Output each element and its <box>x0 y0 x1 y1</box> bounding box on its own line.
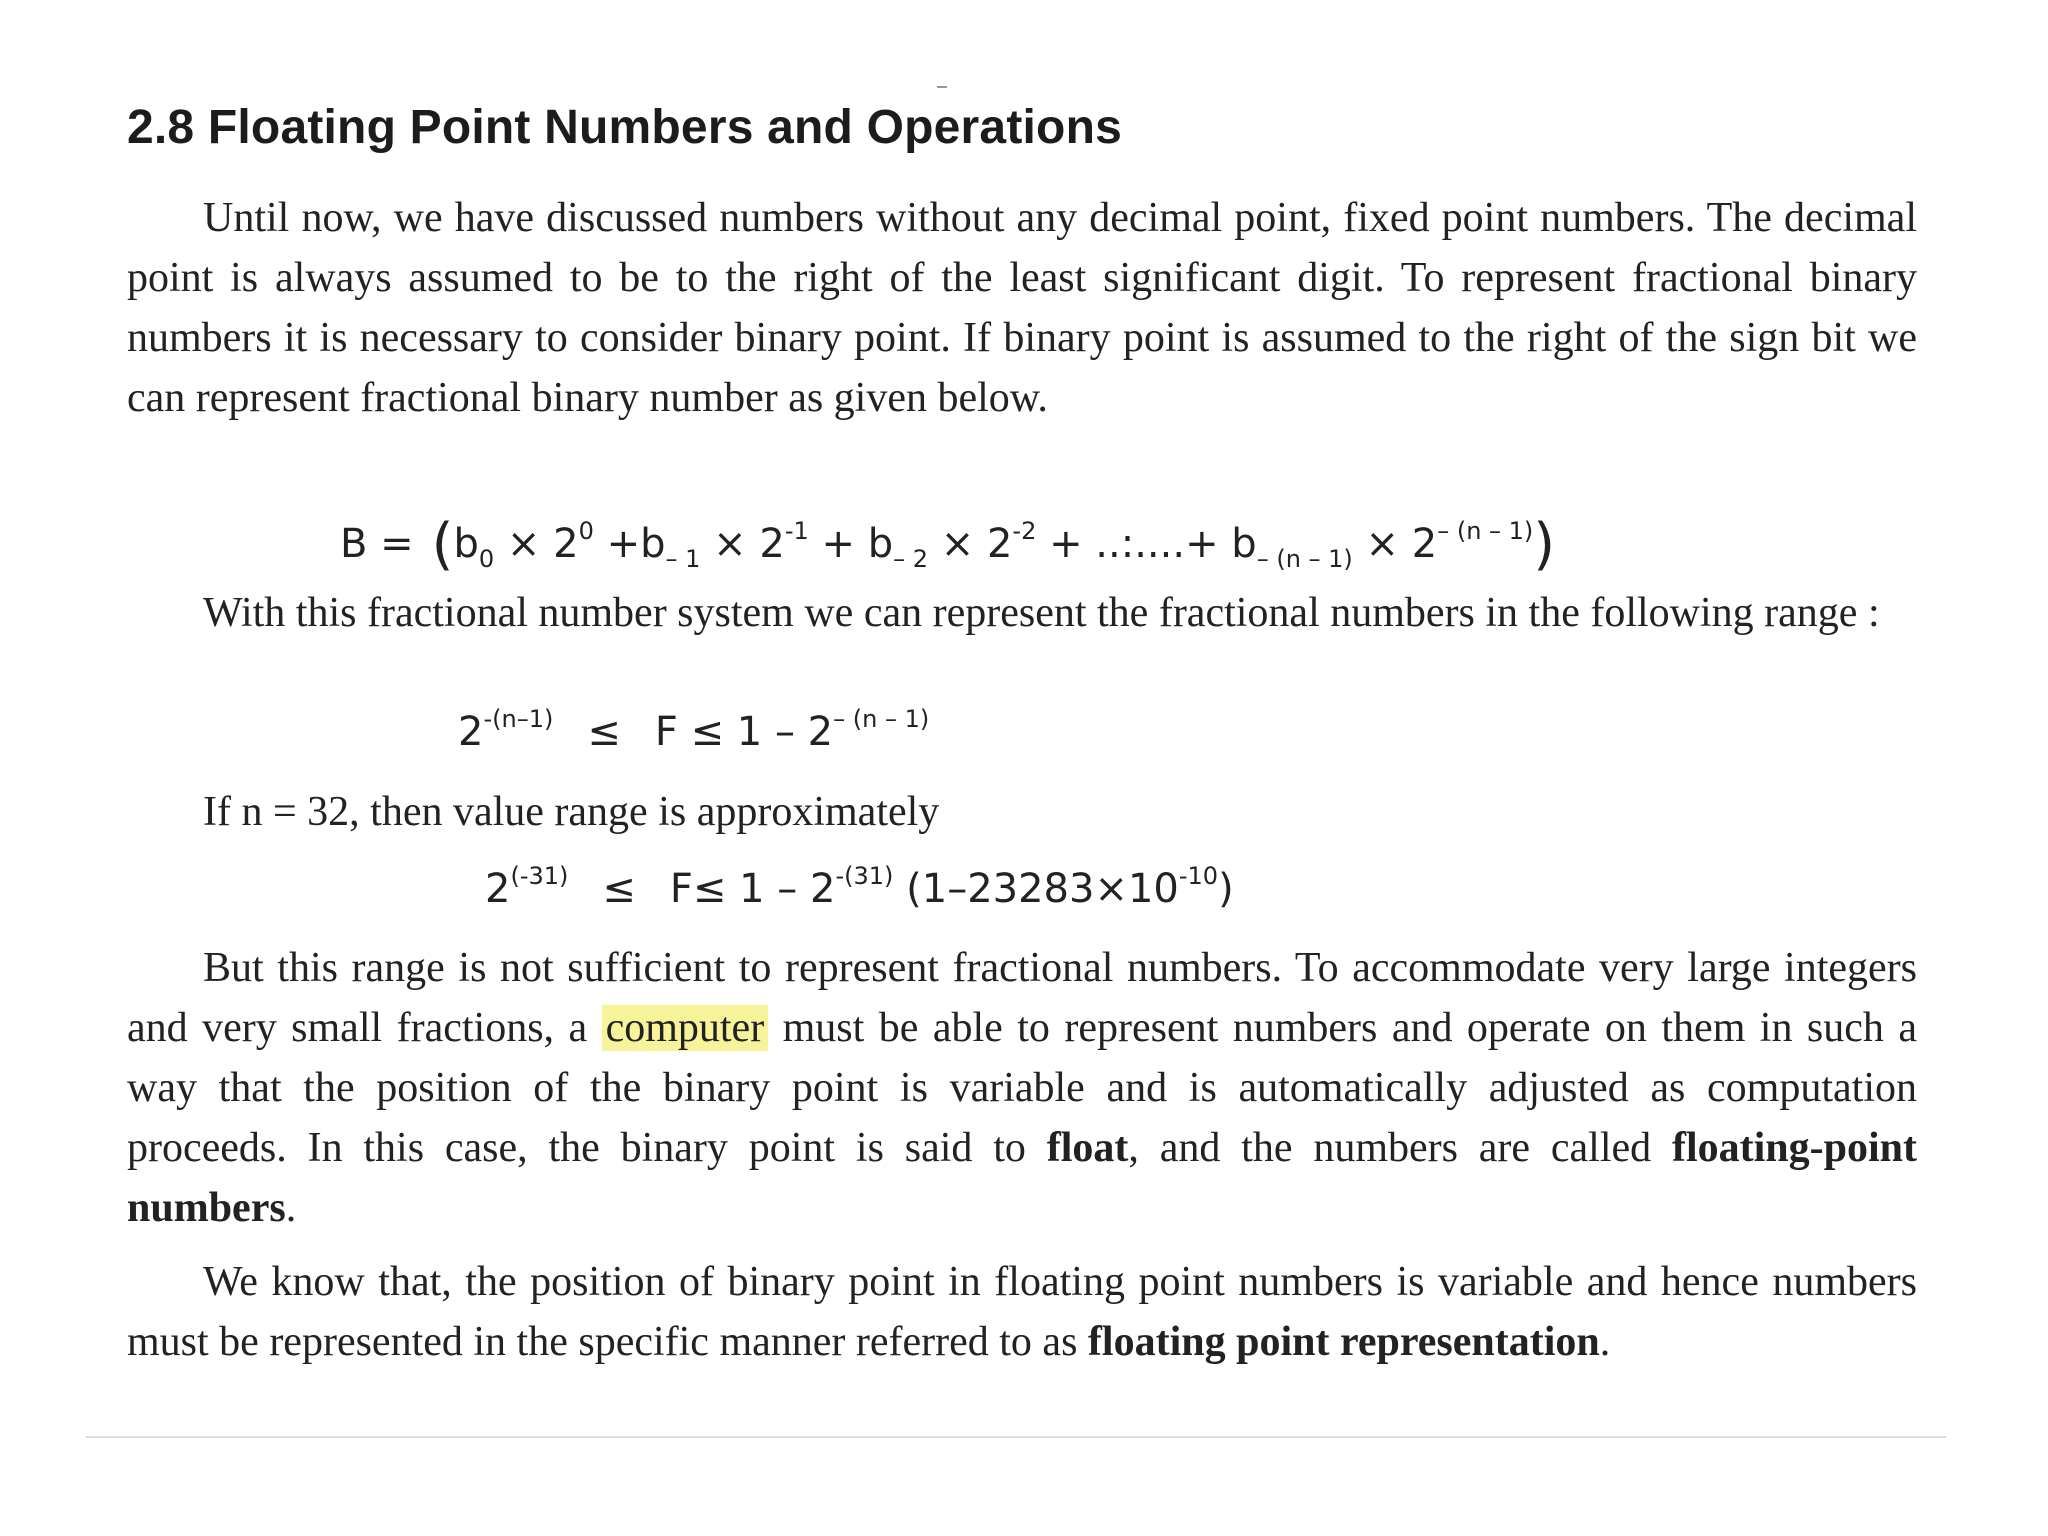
term-approx: (1–23283×10 <box>906 866 1179 912</box>
leq-symbol: ≤ <box>587 709 621 755</box>
term-b: b <box>453 521 479 567</box>
paragraph-text: . <box>1599 1319 1611 1365</box>
paragraph-text: With this fractional number system we can represent the fractional numbers in the following range : <box>203 590 1880 636</box>
term-times: × 2 <box>940 521 1013 567</box>
exponent: -(31) <box>835 862 894 890</box>
exponent: (-31) <box>510 862 569 890</box>
subscript: – (n – 1) <box>1256 545 1353 573</box>
open-paren: ( <box>431 512 454 577</box>
term-middle: F ≤ 1 – 2 <box>654 709 834 755</box>
paragraph-floating-point <box>127 938 1917 1238</box>
term-dots: + ..:....+ b <box>1049 521 1257 567</box>
subscript: – 2 <box>893 545 929 573</box>
paragraph-text: , and the numbers are called <box>1128 1125 1672 1171</box>
term-base: 2 <box>485 866 511 912</box>
term-times: × 2 <box>506 521 579 567</box>
term-times: × 2 <box>1365 521 1438 567</box>
term-b: + b <box>821 521 894 567</box>
exponent: -2 <box>1012 517 1037 545</box>
term-b: +b <box>606 521 666 567</box>
leq-symbol: ≤ <box>602 866 636 912</box>
bold-term: floating-point numbers <box>127 1125 1917 1231</box>
subscript: – 1 <box>665 545 701 573</box>
exponent: -(n–1) <box>483 705 554 733</box>
exponent: -1 <box>784 517 809 545</box>
paragraph-text: . <box>285 1185 297 1231</box>
exponent: -10 <box>1178 862 1219 890</box>
paragraph-text: We know that, the position of binary point in floating point numbers is variable and hence numbers must be represented in the specific manner referred to as <box>127 1259 1917 1365</box>
close-paren: ) <box>1533 512 1556 577</box>
bold-term: floating point representation <box>1087 1319 1600 1365</box>
paragraph-representation <box>127 1252 1917 1372</box>
subscript: 0 <box>478 545 495 573</box>
formula-lhs: B = <box>340 521 414 567</box>
paragraph-range-intro <box>127 583 1917 643</box>
paragraph-text: But this range is not sufficient to represent fractional numbers. To accommodate very large integers and very small fractions, a <box>127 945 1917 1051</box>
formula-range-n32 <box>485 862 1234 912</box>
highlighted-word: computer <box>602 1005 769 1051</box>
exponent: – (n – 1) <box>833 705 930 733</box>
formula-fraction-expansion <box>340 512 1555 577</box>
exponent: 0 <box>578 517 594 545</box>
section-heading: 2.8 Floating Point Numbers and Operations <box>127 101 1122 154</box>
paragraph-text: must be able to represent numbers and operate on them in such a way that the position of the binary point is variable and is automatically adjusted as computation proceeds. In this case, the binary point is said to <box>127 1005 1917 1171</box>
close-paren: ) <box>1218 866 1234 912</box>
paragraph-fixed-point <box>127 188 1917 428</box>
bottom-divider <box>86 1436 1946 1438</box>
bold-term: float <box>1046 1125 1129 1171</box>
scan-mark <box>937 86 947 88</box>
term-base: 2 <box>458 709 484 755</box>
paragraph-n32 <box>127 782 1917 842</box>
paragraph-text: If n = 32, then value range is approximately <box>203 789 940 835</box>
term-middle: F≤ 1 – 2 <box>669 866 836 912</box>
exponent: – (n – 1) <box>1437 517 1534 545</box>
paragraph-text: Until now, we have discussed numbers without any decimal point, fixed point numbers. The decimal point is always assumed to be to the right of the least significant digit. To represent fractional binary numbers it is necessary to consider binary point. If binary point is assumed to the right of the sign bit we can represent fractional binary number as given below. <box>127 195 1917 421</box>
formula-range <box>458 705 929 755</box>
term-times: × 2 <box>713 521 785 567</box>
